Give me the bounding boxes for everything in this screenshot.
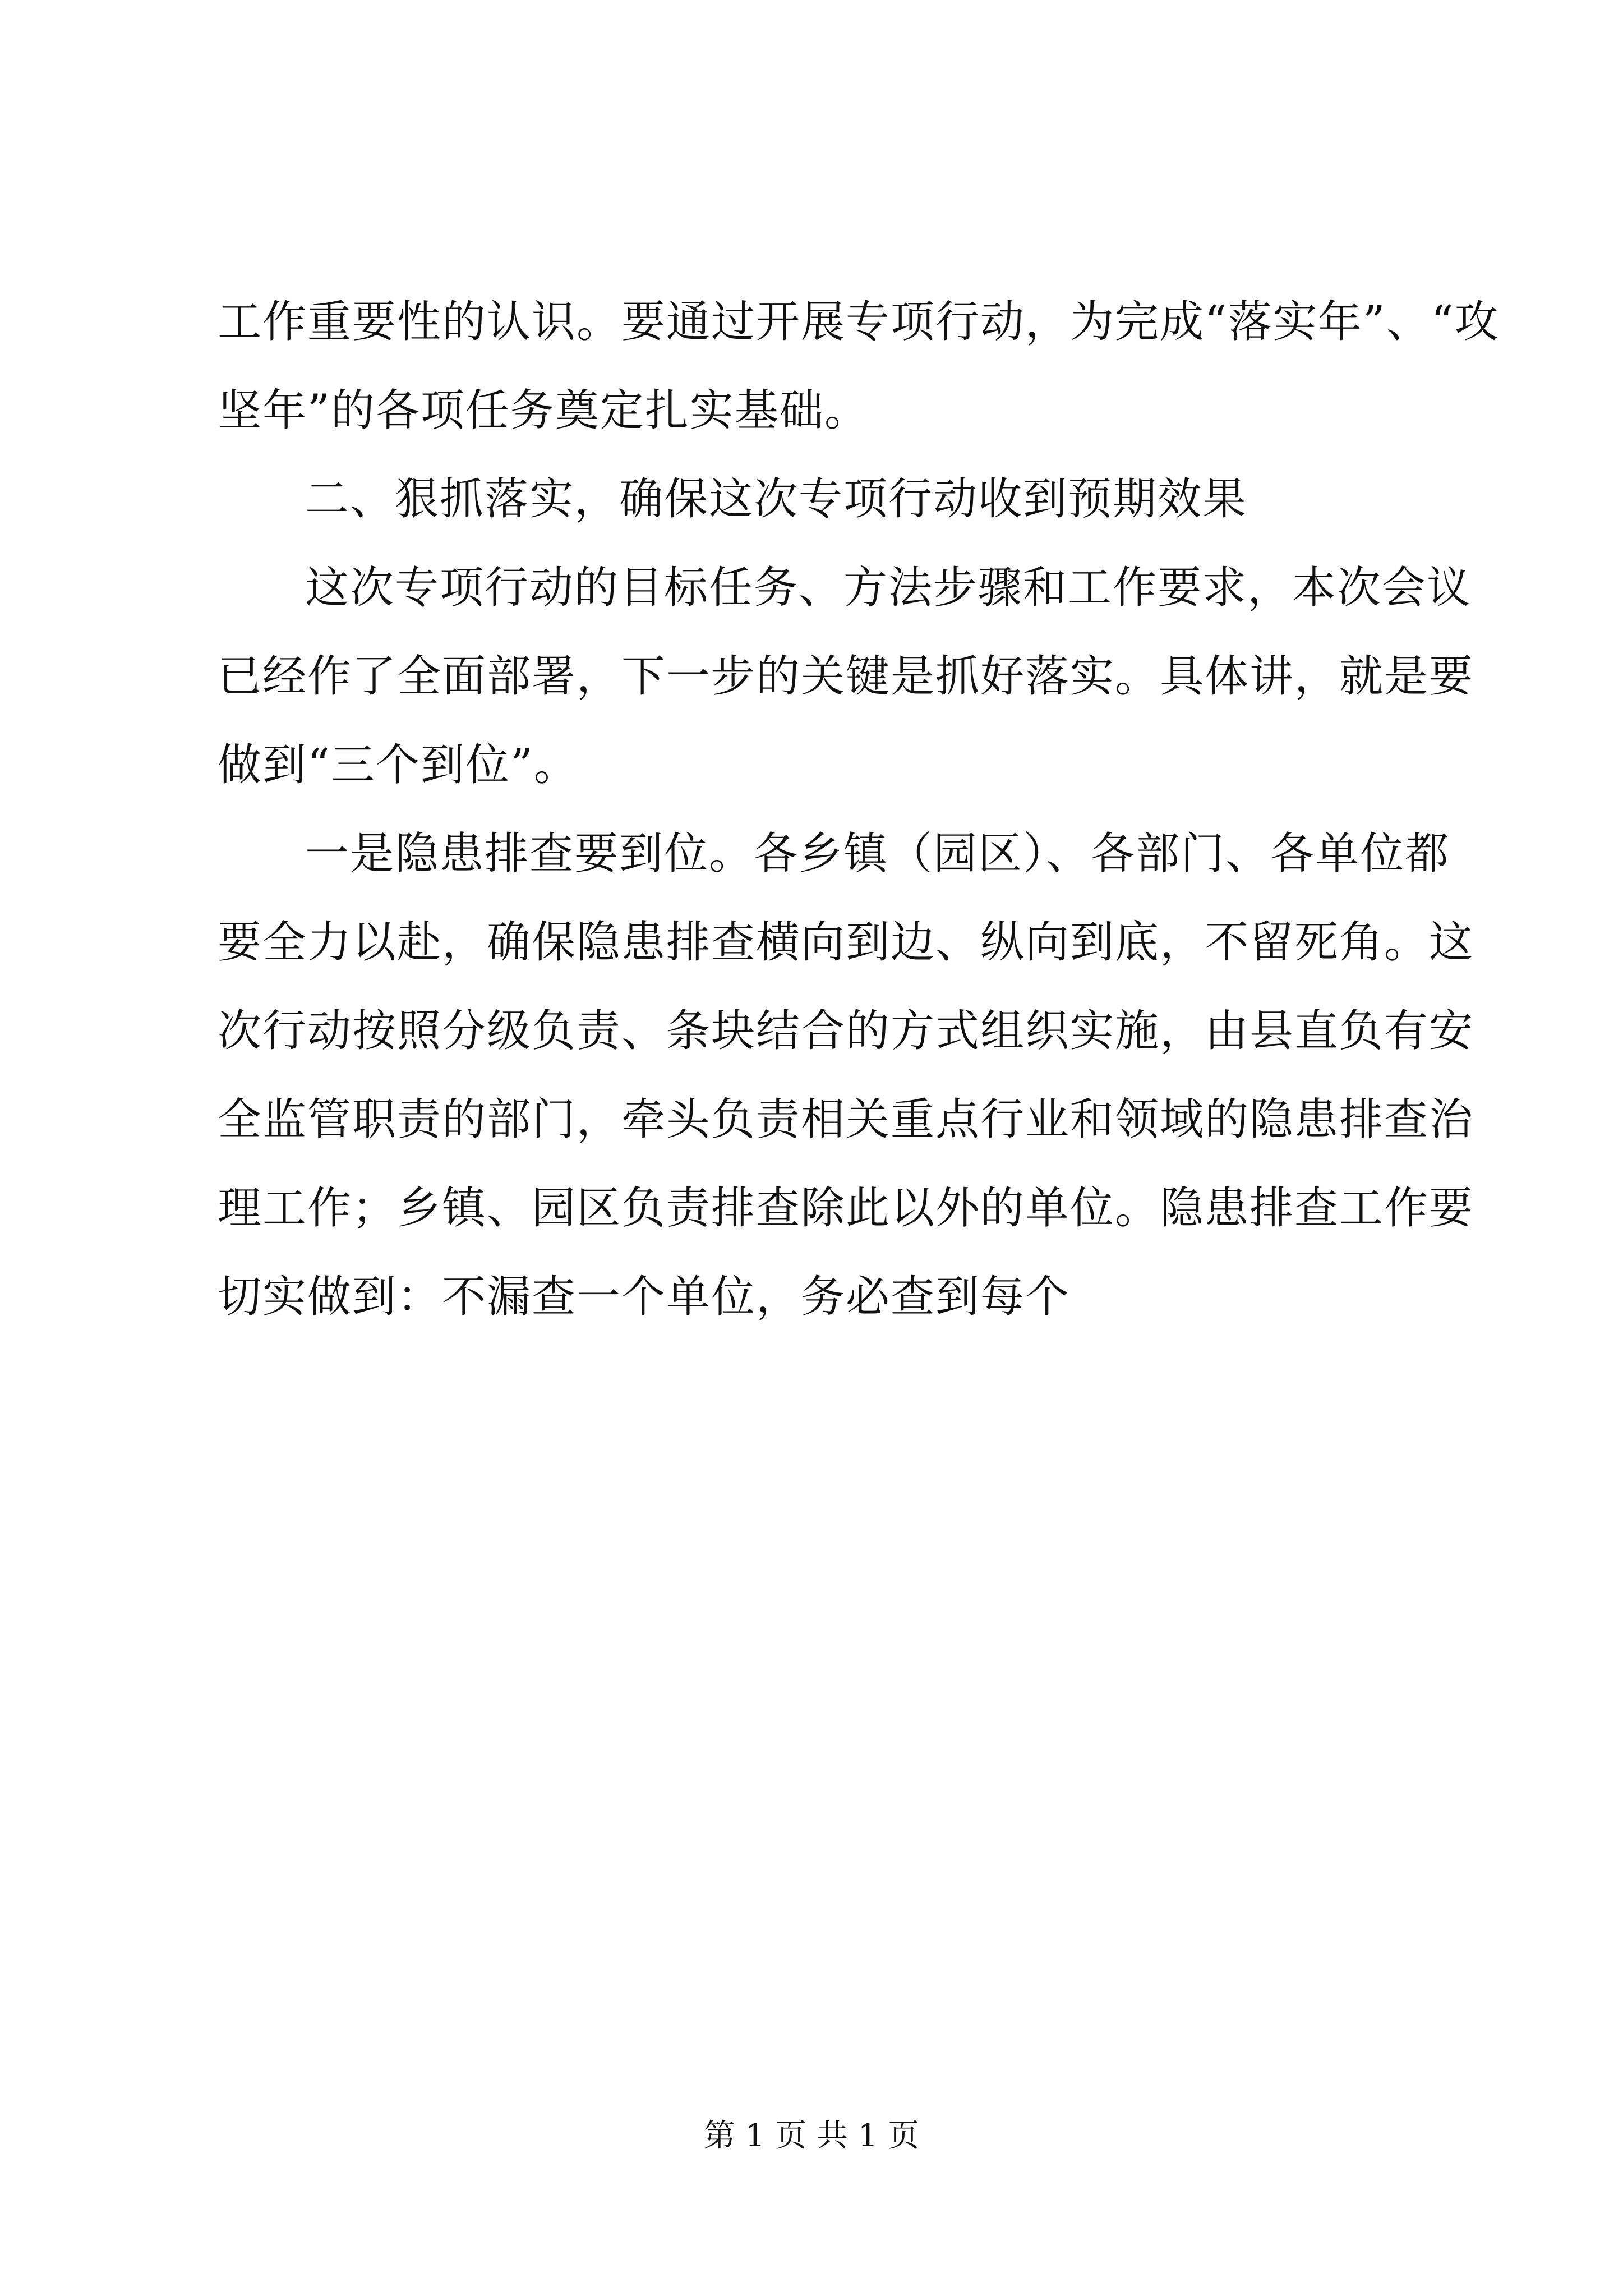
text-line-10: 全监管职责的部门，牵头负责相关重点行业和领域的隐患排查治	[218, 1094, 1474, 1145]
page-footer: 第 1 页 共 1 页	[703, 2118, 920, 2154]
text-line-9: 次行动按照分级负责、条块结合的方式组织实施，由县直负有安	[218, 1006, 1474, 1056]
text-line-1: 工作重要性的认识。要通过开展专项行动，为完成“落实年”、“攻	[218, 297, 1500, 347]
text-line-12: 切实做到：不漏查一个单位，务必查到每个	[218, 1272, 1071, 1322]
section-heading: 二、狠抓落实，确保这次专项行动收到预期效果	[305, 474, 1248, 524]
text-line-5: 已经作了全面部署，下一步的关键是抓好落实。具体讲，就是要	[218, 651, 1474, 702]
text-line-4: 这次专项行动的目标任务、方法步骤和工作要求，本次会议	[305, 563, 1472, 613]
text-line-11: 理工作；乡镇、园区负责排查除此以外的单位。隐患排查工作要	[218, 1183, 1474, 1234]
text-line-8: 要全力以赴，确保隐患排查横向到边、纵向到底，不留死角。这	[218, 917, 1474, 968]
text-line-2: 坚年”的各项任务奠定扎实基础。	[218, 385, 869, 436]
text-line-7: 一是隐患排查要到位。各乡镇（园区）、各部门、各单位都	[305, 829, 1450, 879]
document-body	[218, 278, 1500, 1341]
text-line-6: 做到“三个到位”。	[218, 740, 579, 790]
